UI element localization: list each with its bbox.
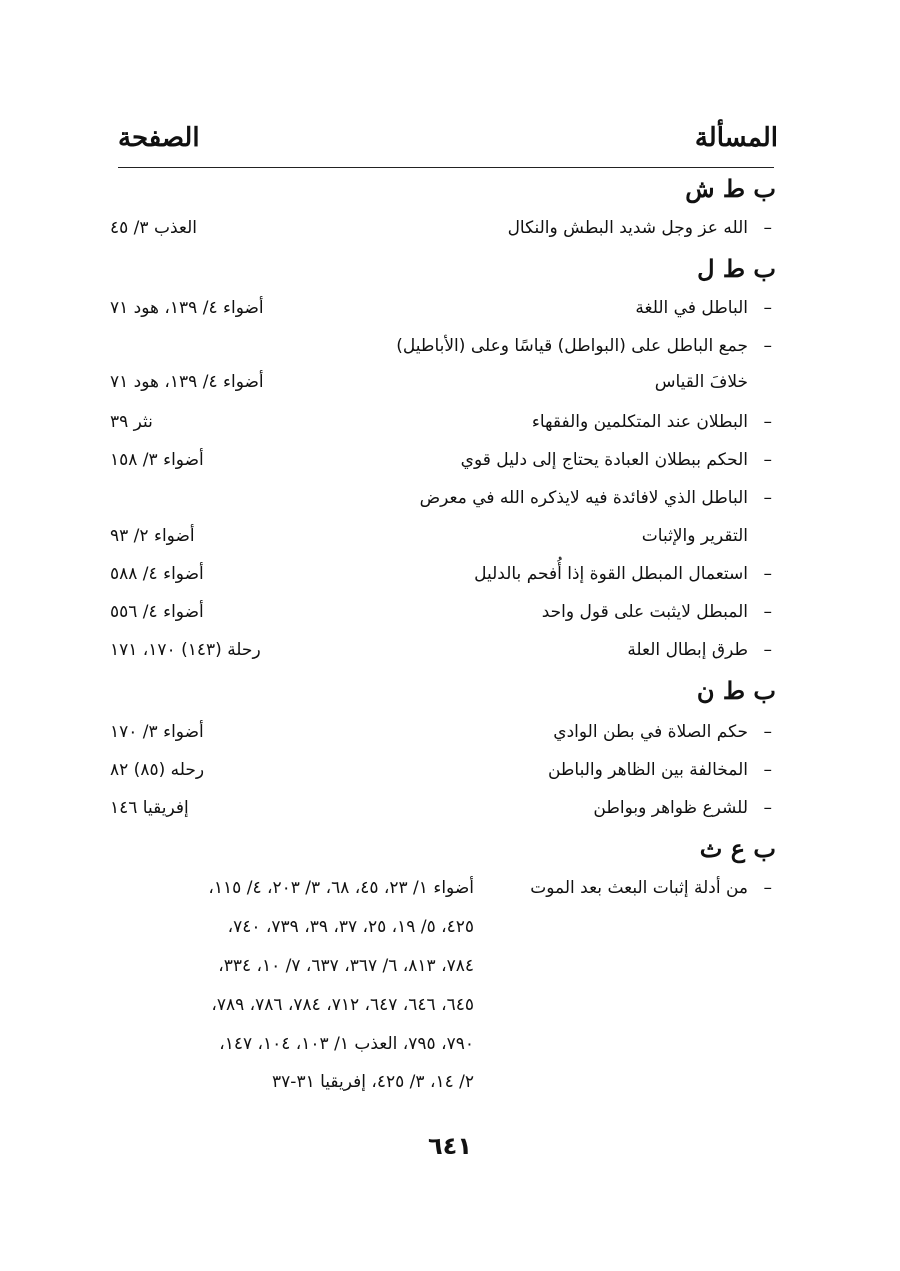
entry-topic: المبطل لايثبت على قول واحد xyxy=(541,602,748,622)
entry-topic: الحكم ببطلان العبادة يحتاج إلى دليل قوي xyxy=(460,450,748,470)
entry-reference: رحلة (١٤٣) ١٧٠، ١٧١ xyxy=(110,640,261,660)
entry-dash: – xyxy=(763,564,772,584)
entry-dash: – xyxy=(763,722,772,742)
entry-topic: حكم الصلاة في بطن الوادي xyxy=(553,722,748,742)
entry-dash: – xyxy=(763,412,772,432)
entry-dash: – xyxy=(763,878,772,898)
entry-dash: – xyxy=(763,450,772,470)
entry-topic: المخالفة بين الظاهر والباطن xyxy=(547,760,748,780)
entry-reference: ٦٤٥، ٦٤٦، ٦٤٧، ٧١٢، ٧٨٤، ٧٨٦، ٧٨٩، xyxy=(211,995,474,1015)
entry-topic-continuation: التقرير والإثبات xyxy=(641,526,748,546)
entry-reference: أضواء ٤/ ٥٨٨ xyxy=(110,564,204,584)
entry-topic: استعمال المبطل القوة إذا أُفحم بالدليل xyxy=(474,564,748,584)
entry-reference: رحله (٨٥) ٨٢ xyxy=(110,760,205,780)
entry-topic-continuation: خلافَ القياس xyxy=(654,372,748,392)
entry-reference: إفريقيا ١٤٦ xyxy=(110,798,189,818)
entry-reference: ٧٩٠، ٧٩٥، العذب ١/ ١٠٣، ١٠٤، ١٤٧، xyxy=(219,1034,474,1054)
entry-reference: أضواء ٤/ ٥٥٦ xyxy=(110,602,204,622)
entry-dash: – xyxy=(763,488,772,508)
entry-topic: للشرع ظواهر وبواطن xyxy=(593,798,748,818)
entry-dash: – xyxy=(763,760,772,780)
root-heading: ب ع ث xyxy=(699,834,776,863)
entry-topic: البطلان عند المتكلمين والفقهاء xyxy=(531,412,748,432)
entry-dash: – xyxy=(763,336,772,356)
entry-dash: – xyxy=(763,298,772,318)
page-column-header: الصفحة xyxy=(118,123,200,153)
entry-reference: أضواء ٤/ ١٣٩، هود ٧١ xyxy=(110,298,264,318)
entry-reference: أضواء ١/ ٢٣، ٤٥، ٦٨، ٣/ ٢٠٣، ٤/ ١١٥، xyxy=(208,878,474,898)
entry-topic: الباطل في اللغة xyxy=(635,298,748,318)
entry-reference: ٧٨٤، ٨١٣، ٦/ ٣٦٧، ٦٣٧، ٧/ ١٠، ٣٣٤، xyxy=(218,956,474,976)
entry-dash: – xyxy=(763,798,772,818)
entry-reference: أضواء ٣/ ١٧٠ xyxy=(110,722,204,742)
entry-dash: – xyxy=(763,218,772,238)
entry-reference: ٢/ ١٤، ٣/ ٤٢٥، إفريقيا ٣١-٣٧ xyxy=(272,1072,474,1092)
entry-dash: – xyxy=(763,602,772,622)
entry-dash: – xyxy=(763,640,772,660)
issue-column-header: المسألة xyxy=(694,123,778,153)
entry-topic: جمع الباطل على (البواطل) قياسًا وعلى (الأباطيل) xyxy=(396,336,748,356)
root-heading: ب ط ش xyxy=(685,174,776,203)
entry-topic: الباطل الذي لافائدة فيه لايذكره الله في معرض xyxy=(419,488,748,508)
entry-topic: من أدلة إثبات البعث بعد الموت xyxy=(530,878,748,898)
entry-reference: أضواء ٤/ ١٣٩، هود ٧١ xyxy=(110,372,264,392)
entry-reference: نثر ٣٩ xyxy=(110,412,153,432)
entry-reference: العذب ٣/ ٤٥ xyxy=(110,218,197,238)
header-divider xyxy=(118,167,774,168)
entry-reference: أضواء ٢/ ٩٣ xyxy=(110,526,195,546)
root-heading: ب ط ن xyxy=(696,676,776,705)
page-number: ٦٤١ xyxy=(428,1132,472,1160)
root-heading: ب ط ل xyxy=(697,254,776,283)
entry-topic: طرق إبطال العلة xyxy=(627,640,748,660)
entry-reference: ٤٢٥، ٥/ ١٩، ٢٥، ٣٧، ٣٩، ٧٣٩، ٧٤٠، xyxy=(227,917,474,937)
entry-topic: الله عز وجل شديد البطش والنكال xyxy=(507,218,748,238)
entry-reference: أضواء ٣/ ١٥٨ xyxy=(110,450,204,470)
